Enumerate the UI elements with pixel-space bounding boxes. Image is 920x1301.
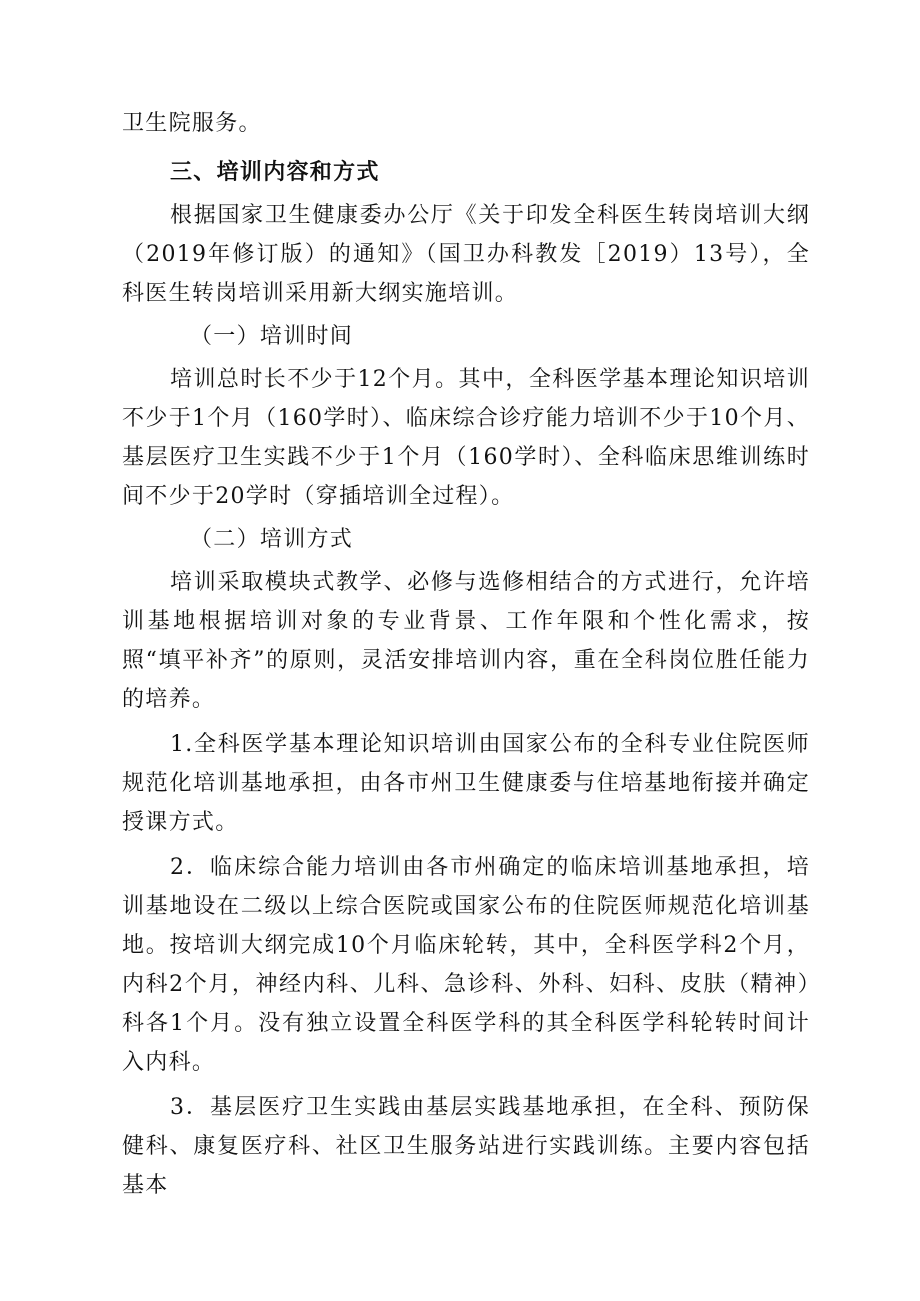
document-body xyxy=(122,104,810,1205)
paragraph-item-3: 3．基层医疗卫生实践由基层实践基地承担，在全科、预防保健科、康复医疗科、社区卫生服务站进行实践训练。主要内容包括基本 xyxy=(122,1095,810,1198)
paragraph-continuation: 卫生院服务。 xyxy=(122,111,262,136)
subsection-heading-training-method: （二）培训方式 xyxy=(190,527,354,552)
paragraph-basis: 根据国家卫生健康委办公厅《关于印发全科医生转岗培训大纲（2019年修订版）的通知》（国卫办科教发［2019）13号），全科医生转岗培训采用新大纲实施培训。 xyxy=(122,203,810,306)
paragraph-training-duration: 培训总时长不少于12个月。其中，全科医学基本理论知识培训不少于1个月（160学时）、临床综合诊疗能力培训不少于10个月、基层医疗卫生实践不少于1个月（160学时）、全科临床思维训练时间不少于20学时（穿插培训全过程）。 xyxy=(122,367,810,509)
subsection-heading-training-time: （一）培训时间 xyxy=(190,324,354,349)
paragraph-item-1: 1.全科医学基本理论知识培训由国家公布的全科专业住院医师规范化培训基地承担，由各市州卫生健康委与住培基地衔接并确定授课方式。 xyxy=(122,732,810,835)
section-heading-training-content: 三、培训内容和方式 xyxy=(170,160,380,185)
paragraph-item-2: 2．临床综合能力培训由各市州确定的临床培训基地承担，培训基地设在二级以上综合医院或国家公布的住院医师规范化培训基地。按培训大纲完成10个月临床轮转，其中，全科医学科2个月，内科2个月，神经内科、儿科、急诊科、外科、妇科、皮肤（精神）科各1个月。没有独立设置全科医学科的其全科医学科轮转时间计入内科。 xyxy=(122,855,810,1075)
paragraph-training-mode: 培训采取模块式教学、必修与选修相结合的方式进行，允许培训基地根据培训对象的专业背景、工作年限和个性化需求，按照“填平补齐”的原则，灵活安排培训内容，重在全科岗位胜任能力的培养。 xyxy=(122,570,810,712)
